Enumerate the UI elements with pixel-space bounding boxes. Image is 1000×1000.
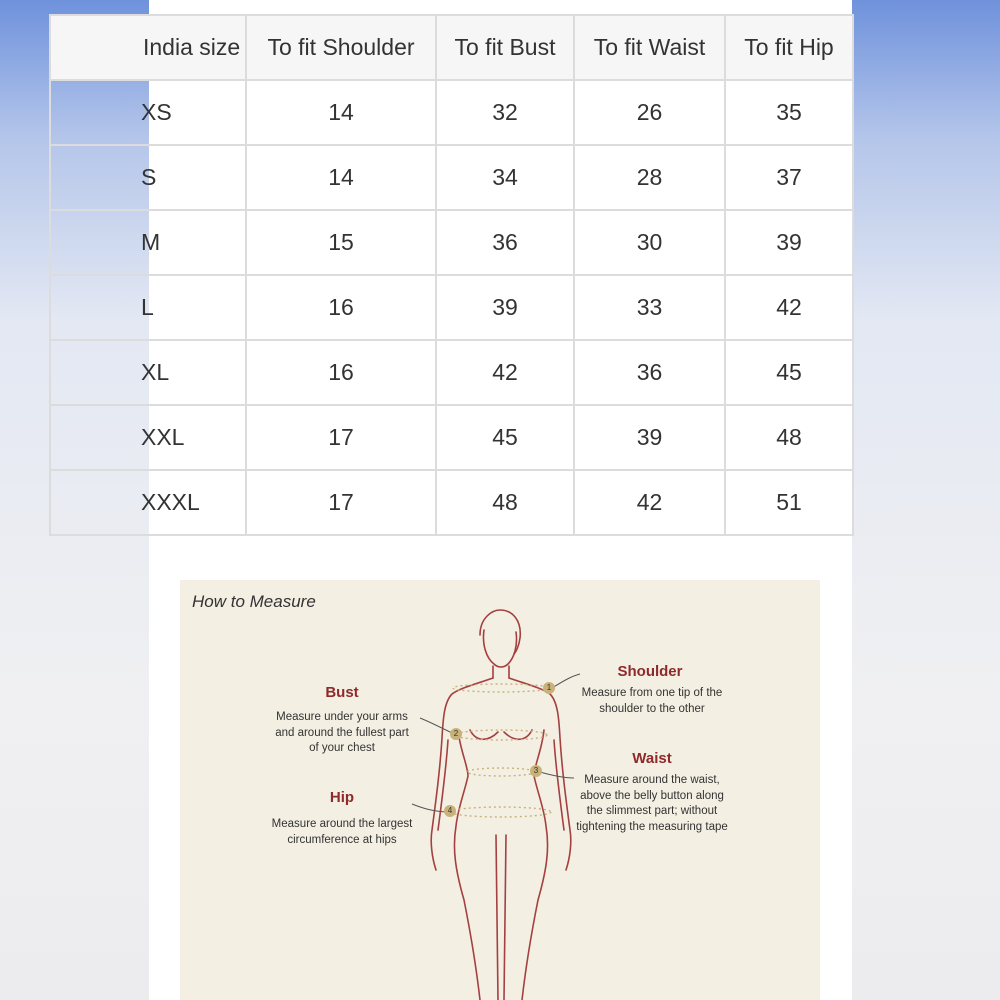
table-row bbox=[50, 210, 853, 275]
header-hip: To fit Hip bbox=[725, 15, 853, 80]
cell-shoulder: 14 bbox=[246, 145, 436, 210]
cell-size: S bbox=[50, 145, 246, 210]
cell-bust: 32 bbox=[436, 80, 574, 145]
cell-shoulder: 15 bbox=[246, 210, 436, 275]
cell-shoulder: 16 bbox=[246, 340, 436, 405]
shoulder-marker-icon: 1 bbox=[543, 682, 555, 694]
panel-title: How to Measure bbox=[192, 592, 316, 611]
cell-shoulder: 14 bbox=[246, 80, 436, 145]
table-row bbox=[50, 340, 853, 405]
waist-description-line: tightening the measuring tape bbox=[576, 820, 728, 833]
cell-bust: 45 bbox=[436, 405, 574, 470]
cell-waist: 28 bbox=[574, 145, 725, 210]
hip-heading: Hip bbox=[329, 789, 355, 806]
cell-shoulder: 16 bbox=[246, 275, 436, 340]
waist-marker-icon: 3 bbox=[530, 765, 542, 777]
cell-waist: 26 bbox=[574, 80, 725, 145]
waist-description-line: above the belly button along bbox=[580, 789, 724, 802]
bust-description bbox=[262, 710, 422, 757]
shoulder-description bbox=[572, 686, 732, 717]
waist-description bbox=[566, 773, 738, 835]
shoulder-description-line: Measure from one tip of the bbox=[581, 687, 723, 699]
cell-hip: 39 bbox=[725, 210, 853, 275]
bust-description-line: Measure under your arms bbox=[276, 711, 408, 723]
cell-size: M bbox=[50, 210, 246, 275]
cell-size: XXL bbox=[50, 405, 246, 470]
bust-heading: Bust bbox=[325, 684, 359, 701]
cell-size: XXXL bbox=[50, 470, 246, 535]
waist-heading: Waist bbox=[632, 750, 672, 767]
cell-hip: 45 bbox=[725, 340, 853, 405]
cell-bust: 48 bbox=[436, 470, 574, 535]
cell-waist: 36 bbox=[574, 340, 725, 405]
cell-hip: 37 bbox=[725, 145, 853, 210]
table-header-row bbox=[50, 15, 853, 80]
waist-description-line: the slimmest part; without bbox=[586, 805, 718, 817]
table-row bbox=[50, 145, 853, 210]
shoulder-description-line: shoulder to the other bbox=[599, 702, 705, 715]
shoulder-heading: Shoulder bbox=[617, 663, 683, 680]
cell-shoulder: 17 bbox=[246, 470, 436, 535]
header-shoulder: To fit Shoulder bbox=[246, 15, 436, 80]
cell-waist: 33 bbox=[574, 275, 725, 340]
cell-shoulder: 17 bbox=[246, 405, 436, 470]
table-row bbox=[50, 80, 853, 145]
cell-size: XS bbox=[50, 80, 246, 145]
hip-description-line: circumference at hips bbox=[287, 833, 397, 846]
cell-waist: 42 bbox=[574, 470, 725, 535]
cell-size: XL bbox=[50, 340, 246, 405]
hip-description bbox=[262, 817, 422, 848]
size-chart-sheet bbox=[141, 0, 852, 1000]
bust-description-line: of your chest bbox=[309, 742, 375, 754]
background-right bbox=[852, 0, 1000, 1000]
how-to-measure-panel bbox=[180, 580, 820, 1000]
header-bust: To fit Bust bbox=[436, 15, 574, 80]
bust-marker-icon: 2 bbox=[450, 728, 462, 740]
cell-waist: 39 bbox=[574, 405, 725, 470]
bust-description-line: and around the fullest part bbox=[275, 726, 409, 739]
cell-hip: 42 bbox=[725, 275, 853, 340]
cell-bust: 42 bbox=[436, 340, 574, 405]
cell-hip: 35 bbox=[725, 80, 853, 145]
cell-size: L bbox=[50, 275, 246, 340]
cell-hip: 51 bbox=[725, 470, 853, 535]
table-row bbox=[50, 405, 853, 470]
cell-hip: 48 bbox=[725, 405, 853, 470]
cell-bust: 36 bbox=[436, 210, 574, 275]
hip-marker-icon: 4 bbox=[444, 805, 456, 817]
header-waist: To fit Waist bbox=[574, 15, 725, 80]
cell-bust: 39 bbox=[436, 275, 574, 340]
waist-description-line: Measure around the waist, bbox=[584, 774, 720, 786]
size-table bbox=[49, 14, 854, 536]
table-row bbox=[50, 275, 853, 340]
cell-bust: 34 bbox=[436, 145, 574, 210]
header-size: India size bbox=[50, 15, 246, 80]
cell-waist: 30 bbox=[574, 210, 725, 275]
hip-description-line: Measure around the largest bbox=[271, 818, 413, 830]
table-row bbox=[50, 470, 853, 535]
